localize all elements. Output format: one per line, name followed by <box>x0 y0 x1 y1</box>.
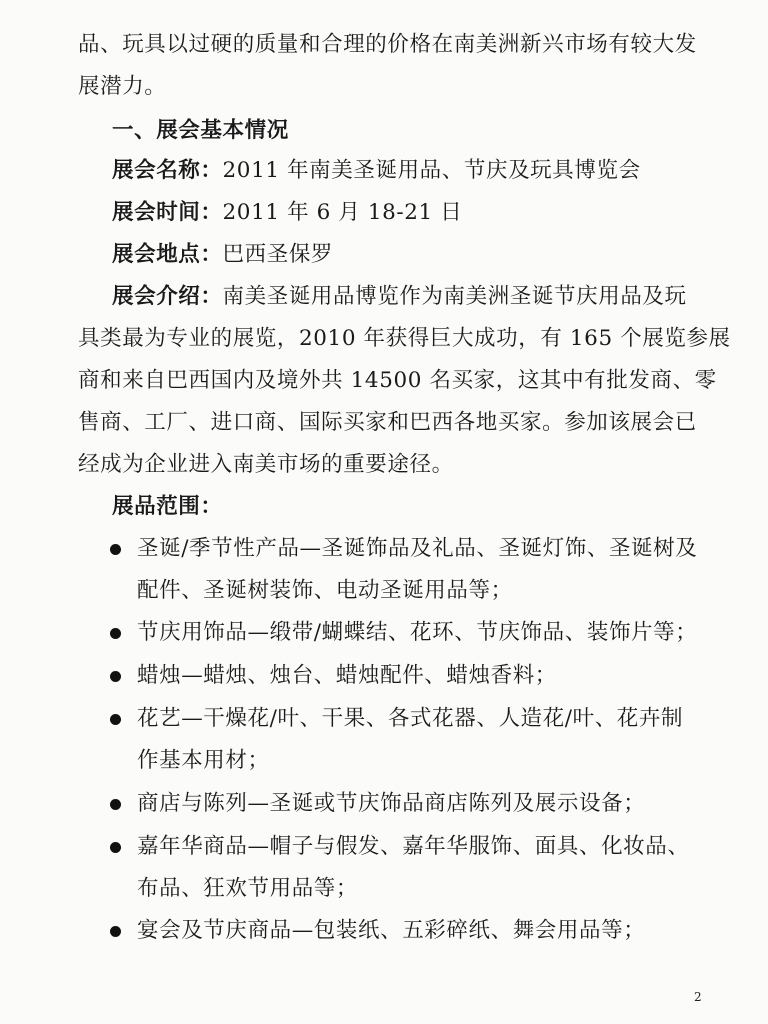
bullet-icon <box>110 799 121 810</box>
fair-intro-row <box>112 282 752 312</box>
fair-time-row <box>112 198 752 228</box>
list-item-continuation: 作基本用材； <box>137 748 270 773</box>
fair-place-value: 巴西圣保罗 <box>222 242 334 267</box>
intro-line-1: 品、玩具以过硬的质量和合理的价格在南美洲新兴市场有较大发 <box>78 32 697 57</box>
fair-place-label: 展会地点： <box>112 242 223 267</box>
fair-place-row <box>112 240 752 270</box>
bullet-icon <box>110 544 121 555</box>
fair-intro-line: 南美圣诞用品博览作为南美洲圣诞节庆用品及玩 <box>222 284 687 309</box>
bullet-icon <box>110 926 121 937</box>
list-item: 圣诞/季节性产品—圣诞饰品及礼品、圣诞灯饰、圣诞树及 <box>137 536 698 561</box>
list-item: 节庆用饰品—缎带/蝴蝶结、花环、节庆饰品、装饰片等； <box>137 620 698 645</box>
list-item: 商店与陈列—圣诞或节庆饰品商店陈列及展示设备； <box>137 791 646 816</box>
fair-name-label: 展会名称： <box>112 158 223 183</box>
list-item-continuation: 布品、狂欢节用品等； <box>137 876 359 901</box>
fair-intro-line: 经成为企业进入南美市场的重要途径。 <box>78 452 454 477</box>
scope-label: 展品范围： <box>112 494 223 519</box>
list-item: 蜡烛—蜡烛、烛台、蜡烛配件、蜡烛香料； <box>137 663 557 688</box>
page-number: 2 <box>694 990 702 1004</box>
fair-time-label: 展会时间： <box>112 200 223 225</box>
fair-intro-line: 商和来自巴西国内及境外共 14500 名买家，这其中有批发商、零 <box>78 368 717 393</box>
fair-intro-line: 售商、工厂、进口商、国际买家和巴西各地买家。参加该展会已 <box>78 410 697 435</box>
intro-line-2: 展潜力。 <box>78 74 167 99</box>
bullet-icon <box>110 714 121 725</box>
bullet-icon <box>110 628 121 639</box>
fair-name-row <box>112 156 752 186</box>
fair-time-value: 2011 年 6 月 18-21 日 <box>222 200 463 225</box>
list-item: 花艺—干燥花/叶、干果、各式花器、人造花/叶、花卉制 <box>137 706 684 731</box>
bullet-icon <box>110 671 121 682</box>
list-item: 嘉年华商品—帽子与假发、嘉年华服饰、面具、化妆品、 <box>137 834 690 859</box>
list-item-continuation: 配件、圣诞树装饰、电动圣诞用品等； <box>137 578 513 603</box>
fair-intro-line: 具类最为专业的展览，2010 年获得巨大成功，有 165 个展览参展 <box>78 326 731 351</box>
list-item: 宴会及节庆商品—包装纸、五彩碎纸、舞会用品等； <box>137 918 646 943</box>
section-heading: 一、展会基本情况 <box>112 118 289 143</box>
fair-name-value: 2011 年南美圣诞用品、节庆及玩具博览会 <box>222 158 641 183</box>
fair-intro-label: 展会介绍： <box>112 284 223 309</box>
bullet-icon <box>110 842 121 853</box>
